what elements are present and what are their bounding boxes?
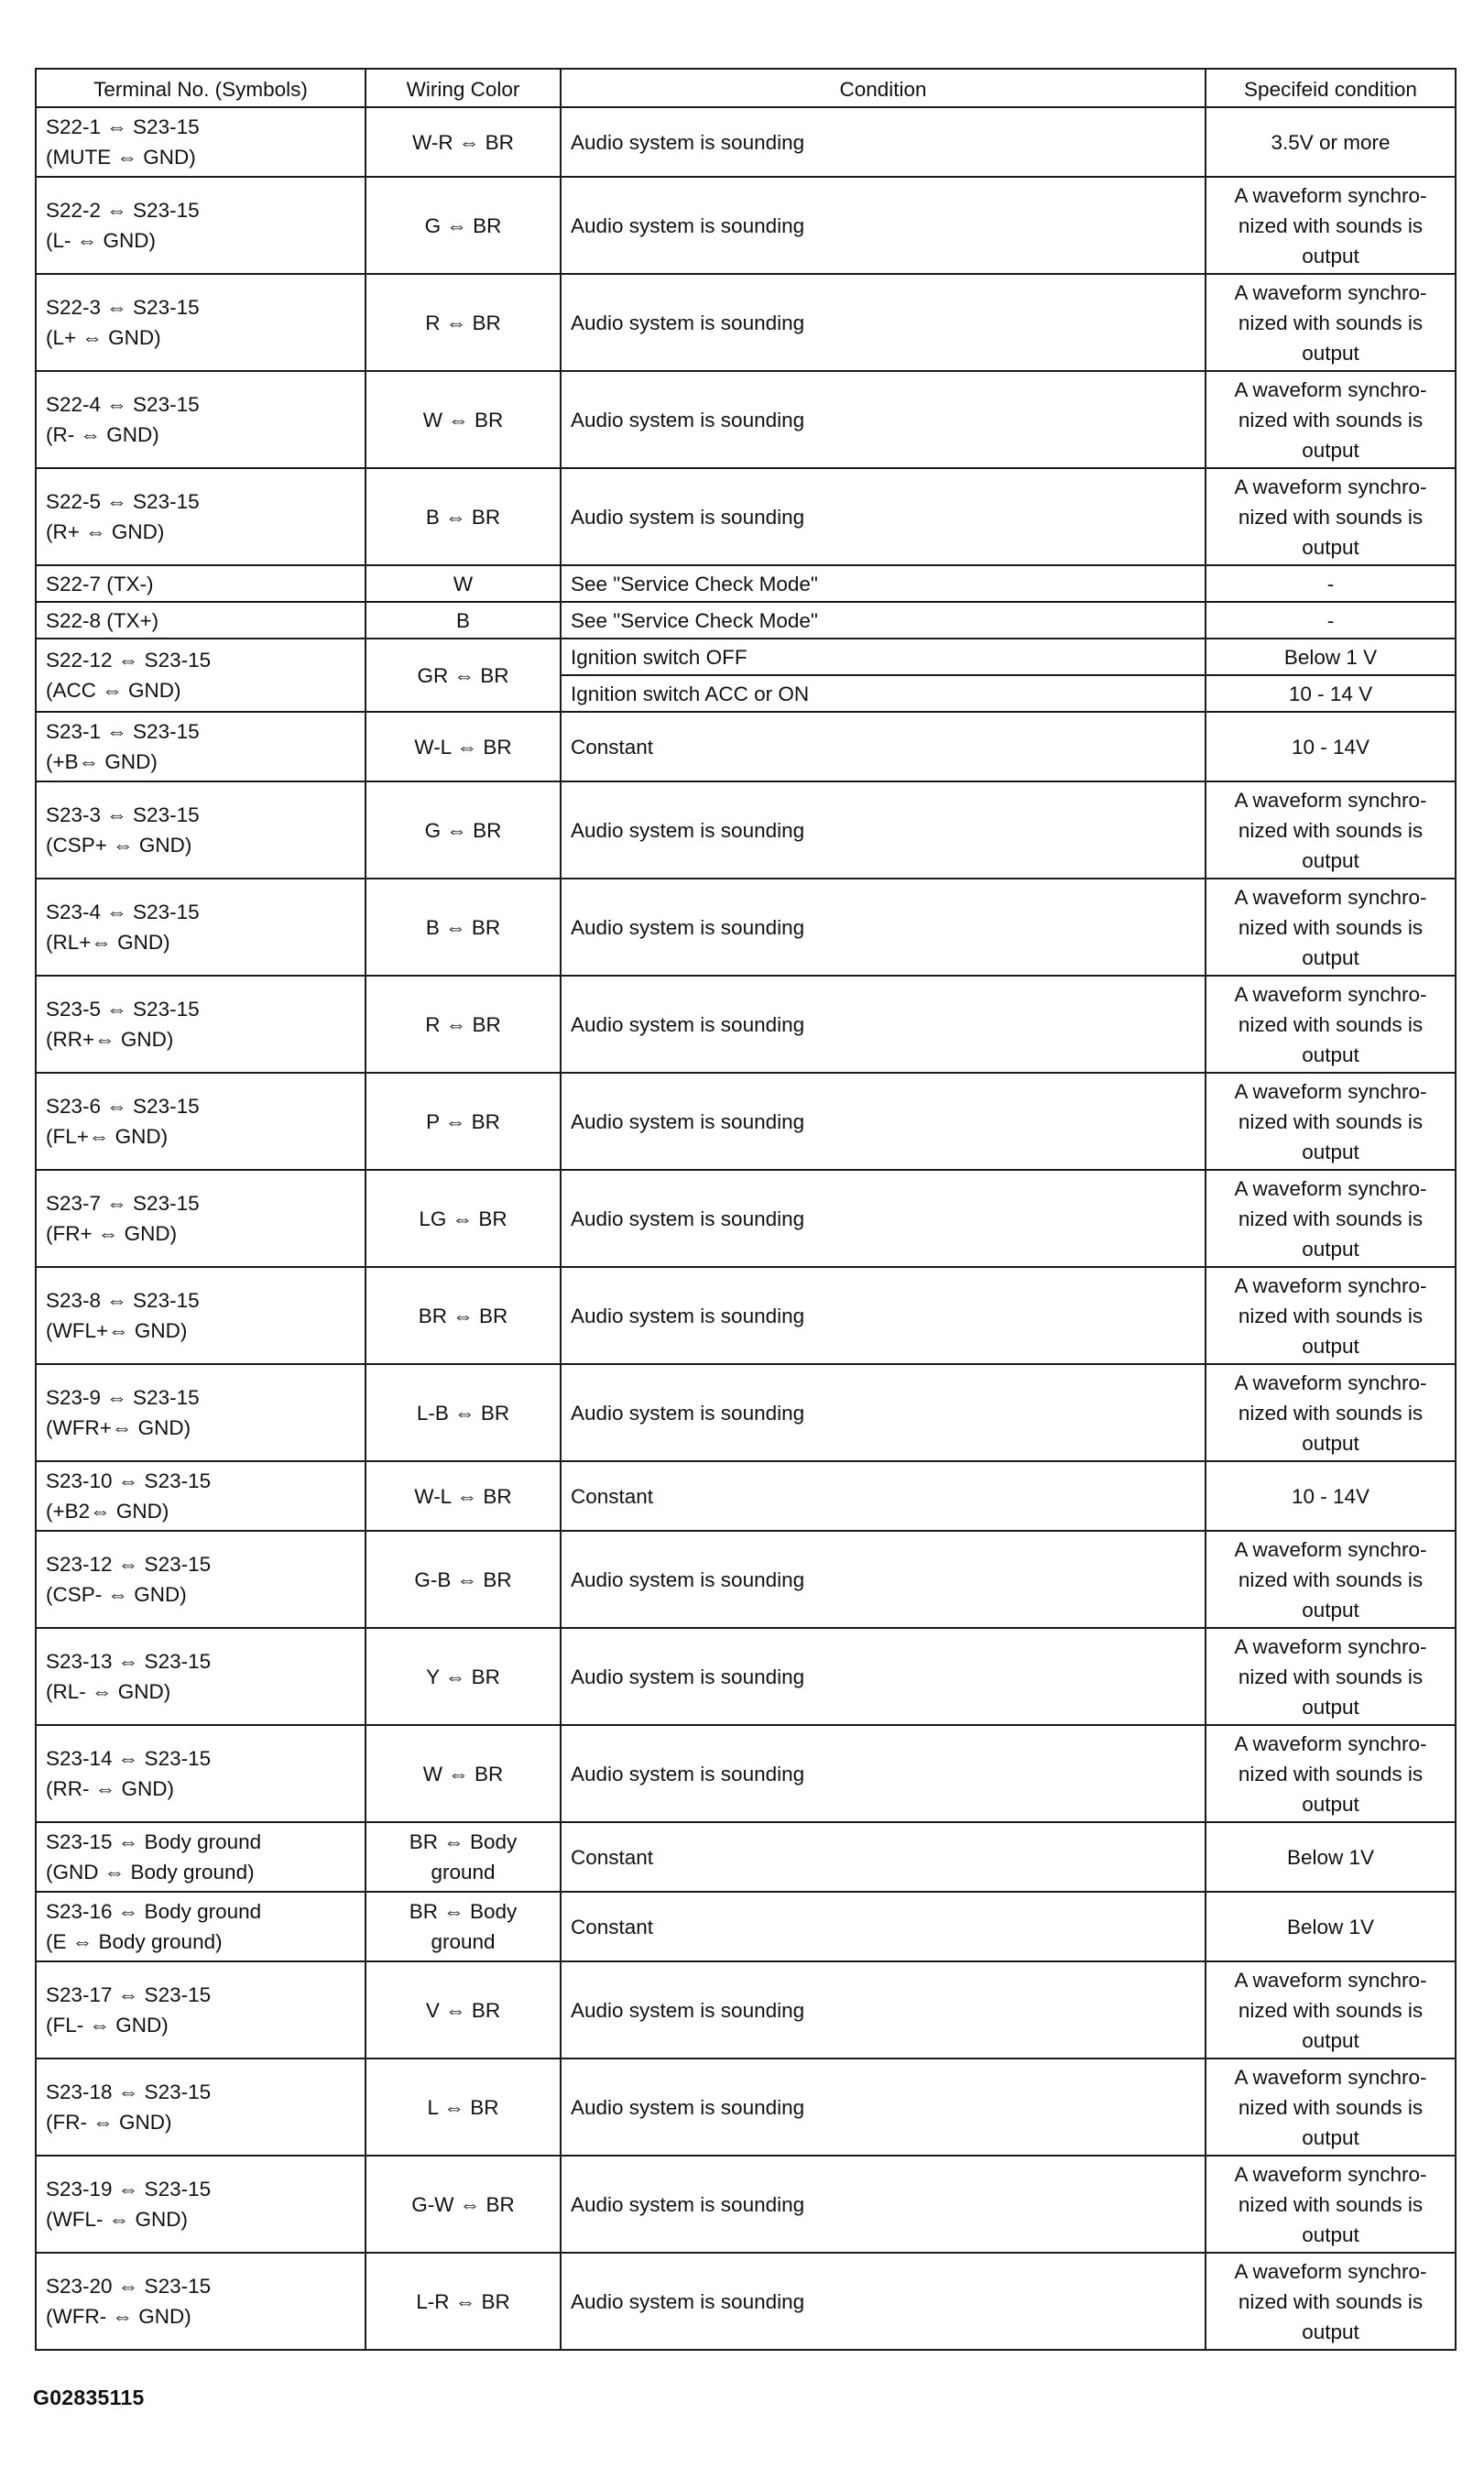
- header-terminal: Terminal No. (Symbols): [36, 69, 366, 107]
- specified-condition-cell: 10 - 14V: [1206, 712, 1456, 781]
- figure-id: G02835115: [33, 2386, 145, 2409]
- terminal-cell: S22-4 ⇔ S23-15 (R- ⇔ GND): [36, 371, 366, 468]
- terminal-cell: S23-4 ⇔ S23-15 (RL+⇔ GND): [36, 879, 366, 976]
- condition-cell: Ignition switch OFF: [561, 639, 1206, 675]
- terminal-cell: S23-3 ⇔ S23-15 (CSP+ ⇔ GND): [36, 781, 366, 879]
- header-row: [36, 69, 1456, 107]
- specified-condition-cell: A waveform synchro- nized with sounds is output: [1206, 2253, 1456, 2350]
- table-body: [36, 107, 1456, 2350]
- header-specified-condition: Specifeid condition: [1206, 69, 1456, 107]
- condition-cell: Audio system is sounding: [561, 274, 1206, 371]
- specified-condition-cell: -: [1206, 565, 1456, 602]
- wiring-color-cell: W: [366, 565, 561, 602]
- terminal-cell: S23-7 ⇔ S23-15 (FR+ ⇔ GND): [36, 1170, 366, 1267]
- specified-condition-cell: A waveform synchro- nized with sounds is output: [1206, 1628, 1456, 1725]
- terminal-cell: S23-5 ⇔ S23-15 (RR+⇔ GND): [36, 976, 366, 1073]
- table-row: [36, 1267, 1456, 1364]
- terminal-cell: S23-15 ⇔ Body ground (GND ⇔ Body ground): [36, 1822, 366, 1892]
- table-row: [36, 1461, 1456, 1531]
- terminal-cell: S23-16 ⇔ Body ground (E ⇔ Body ground): [36, 1892, 366, 1961]
- condition-cell: Audio system is sounding: [561, 781, 1206, 879]
- table-row: [36, 274, 1456, 371]
- terminal-cell: S23-14 ⇔ S23-15 (RR- ⇔ GND): [36, 1725, 366, 1822]
- table-row: [36, 1364, 1456, 1461]
- wiring-color-cell: W-R ⇔ BR: [366, 107, 561, 177]
- terminal-cell: S23-19 ⇔ S23-15 (WFL- ⇔ GND): [36, 2156, 366, 2253]
- table-row: [36, 1822, 1456, 1892]
- condition-cell: Audio system is sounding: [561, 371, 1206, 468]
- specified-condition-cell: A waveform synchro- nized with sounds is output: [1206, 177, 1456, 274]
- header-wiring-color: Wiring Color: [366, 69, 561, 107]
- table-row: [36, 468, 1456, 565]
- condition-cell: Audio system is sounding: [561, 107, 1206, 177]
- table-header: [36, 69, 1456, 107]
- condition-cell: Audio system is sounding: [561, 1531, 1206, 1628]
- terminal-cell: S22-5 ⇔ S23-15 (R+ ⇔ GND): [36, 468, 366, 565]
- terminal-cell: S23-18 ⇔ S23-15 (FR- ⇔ GND): [36, 2058, 366, 2156]
- table-row: [36, 712, 1456, 781]
- terminal-cell: S22-7 (TX-): [36, 565, 366, 602]
- terminal-cell: S22-3 ⇔ S23-15 (L+ ⇔ GND): [36, 274, 366, 371]
- terminal-spec-table: [35, 68, 1457, 2351]
- table-row: [36, 107, 1456, 177]
- wiring-color-cell: Y ⇔ BR: [366, 1628, 561, 1725]
- condition-cell: Audio system is sounding: [561, 2058, 1206, 2156]
- specified-condition-cell: Below 1V: [1206, 1892, 1456, 1961]
- condition-cell: See "Service Check Mode": [561, 565, 1206, 602]
- table-row: [36, 1531, 1456, 1628]
- specified-condition-cell: A waveform synchro- nized with sounds is output: [1206, 879, 1456, 976]
- specified-condition-cell: A waveform synchro- nized with sounds is output: [1206, 976, 1456, 1073]
- specified-condition-cell: A waveform synchro- nized with sounds is output: [1206, 2058, 1456, 2156]
- table-row: [36, 1170, 1456, 1267]
- specified-condition-cell: Below 1 V: [1206, 639, 1456, 675]
- specified-condition-cell: A waveform synchro- nized with sounds is output: [1206, 2156, 1456, 2253]
- header-condition: Condition: [561, 69, 1206, 107]
- wiring-color-cell: LG ⇔ BR: [366, 1170, 561, 1267]
- condition-cell: Audio system is sounding: [561, 1267, 1206, 1364]
- condition-cell: Audio system is sounding: [561, 1628, 1206, 1725]
- wiring-color-cell: P ⇔ BR: [366, 1073, 561, 1170]
- table-row: [36, 879, 1456, 976]
- specified-condition-cell: 3.5V or more: [1206, 107, 1456, 177]
- wiring-color-cell: G-W ⇔ BR: [366, 2156, 561, 2253]
- terminal-cell: S22-1 ⇔ S23-15 (MUTE ⇔ GND): [36, 107, 366, 177]
- specified-condition-cell: 10 - 14V: [1206, 1461, 1456, 1531]
- specified-condition-cell: A waveform synchro- nized with sounds is output: [1206, 1725, 1456, 1822]
- condition-cell: Audio system is sounding: [561, 1364, 1206, 1461]
- terminal-cell: S23-17 ⇔ S23-15 (FL- ⇔ GND): [36, 1961, 366, 2058]
- wiring-color-cell: L-B ⇔ BR: [366, 1364, 561, 1461]
- specified-condition-cell: 10 - 14 V: [1206, 675, 1456, 712]
- terminal-cell: S23-13 ⇔ S23-15 (RL- ⇔ GND): [36, 1628, 366, 1725]
- wiring-color-cell: B ⇔ BR: [366, 879, 561, 976]
- wiring-color-cell: L ⇔ BR: [366, 2058, 561, 2156]
- table-row: [36, 976, 1456, 1073]
- terminal-cell: S23-1 ⇔ S23-15 (+B⇔ GND): [36, 712, 366, 781]
- wiring-color-cell: W-L ⇔ BR: [366, 1461, 561, 1531]
- condition-cell: Constant: [561, 1892, 1206, 1961]
- condition-cell: Audio system is sounding: [561, 177, 1206, 274]
- terminal-cell: S22-8 (TX+): [36, 602, 366, 639]
- condition-cell: Audio system is sounding: [561, 2253, 1206, 2350]
- condition-cell: Audio system is sounding: [561, 468, 1206, 565]
- terminal-cell: S23-9 ⇔ S23-15 (WFR+⇔ GND): [36, 1364, 366, 1461]
- specified-condition-cell: A waveform synchro- nized with sounds is output: [1206, 1267, 1456, 1364]
- wiring-color-cell: W-L ⇔ BR: [366, 712, 561, 781]
- condition-cell: Audio system is sounding: [561, 1961, 1206, 2058]
- wiring-color-cell: R ⇔ BR: [366, 274, 561, 371]
- table-row: [36, 371, 1456, 468]
- terminal-cell: S23-12 ⇔ S23-15 (CSP- ⇔ GND): [36, 1531, 366, 1628]
- specified-condition-cell: A waveform synchro- nized with sounds is output: [1206, 274, 1456, 371]
- wiring-color-cell: L-R ⇔ BR: [366, 2253, 561, 2350]
- table-row: [36, 2156, 1456, 2253]
- condition-cell: Audio system is sounding: [561, 1725, 1206, 1822]
- wiring-color-cell: W ⇔ BR: [366, 1725, 561, 1822]
- wiring-color-cell: R ⇔ BR: [366, 976, 561, 1073]
- table-row: [36, 781, 1456, 879]
- table-row: [36, 639, 1456, 675]
- terminal-cell: S23-10 ⇔ S23-15 (+B2⇔ GND): [36, 1461, 366, 1531]
- condition-cell: Audio system is sounding: [561, 1073, 1206, 1170]
- table-row: [36, 1725, 1456, 1822]
- condition-cell: Audio system is sounding: [561, 1170, 1206, 1267]
- specified-condition-cell: A waveform synchro- nized with sounds is output: [1206, 371, 1456, 468]
- specified-condition-cell: A waveform synchro- nized with sounds is output: [1206, 468, 1456, 565]
- condition-cell: Audio system is sounding: [561, 976, 1206, 1073]
- condition-cell: Constant: [561, 1461, 1206, 1531]
- wiring-color-cell: BR ⇔ Body ground: [366, 1822, 561, 1892]
- wiring-color-cell: GR ⇔ BR: [366, 639, 561, 712]
- table-row: [36, 565, 1456, 602]
- condition-cell: Constant: [561, 1822, 1206, 1892]
- specified-condition-cell: A waveform synchro- nized with sounds is output: [1206, 1170, 1456, 1267]
- terminal-cell: S23-20 ⇔ S23-15 (WFR- ⇔ GND): [36, 2253, 366, 2350]
- wiring-color-cell: BR ⇔ BR: [366, 1267, 561, 1364]
- condition-cell: Audio system is sounding: [561, 2156, 1206, 2253]
- terminal-cell: S22-12 ⇔ S23-15 (ACC ⇔ GND): [36, 639, 366, 712]
- wiring-color-cell: G ⇔ BR: [366, 781, 561, 879]
- condition-cell: Audio system is sounding: [561, 879, 1206, 976]
- wiring-color-cell: W ⇔ BR: [366, 371, 561, 468]
- table-row: [36, 1961, 1456, 2058]
- wiring-color-cell: G-B ⇔ BR: [366, 1531, 561, 1628]
- table-row: [36, 1892, 1456, 1961]
- terminal-cell: S23-8 ⇔ S23-15 (WFL+⇔ GND): [36, 1267, 366, 1364]
- condition-cell: See "Service Check Mode": [561, 602, 1206, 639]
- wiring-color-cell: V ⇔ BR: [366, 1961, 561, 2058]
- table-row: [36, 1073, 1456, 1170]
- table-row: [36, 177, 1456, 274]
- specified-condition-cell: A waveform synchro- nized with sounds is output: [1206, 1364, 1456, 1461]
- wiring-color-cell: B ⇔ BR: [366, 468, 561, 565]
- table-row: [36, 2058, 1456, 2156]
- condition-cell: Constant: [561, 712, 1206, 781]
- specified-condition-cell: A waveform synchro- nized with sounds is output: [1206, 1961, 1456, 2058]
- wiring-color-cell: BR ⇔ Body ground: [366, 1892, 561, 1961]
- terminal-cell: S22-2 ⇔ S23-15 (L- ⇔ GND): [36, 177, 366, 274]
- terminal-cell: S23-6 ⇔ S23-15 (FL+⇔ GND): [36, 1073, 366, 1170]
- table-row: [36, 602, 1456, 639]
- specified-condition-cell: A waveform synchro- nized with sounds is output: [1206, 1531, 1456, 1628]
- table-row: [36, 2253, 1456, 2350]
- specified-condition-cell: A waveform synchro- nized with sounds is output: [1206, 781, 1456, 879]
- wiring-color-cell: G ⇔ BR: [366, 177, 561, 274]
- condition-cell: Ignition switch ACC or ON: [561, 675, 1206, 712]
- specified-condition-cell: A waveform synchro- nized with sounds is output: [1206, 1073, 1456, 1170]
- specified-condition-cell: Below 1V: [1206, 1822, 1456, 1892]
- wiring-color-cell: B: [366, 602, 561, 639]
- table-row: [36, 1628, 1456, 1725]
- specified-condition-cell: -: [1206, 602, 1456, 639]
